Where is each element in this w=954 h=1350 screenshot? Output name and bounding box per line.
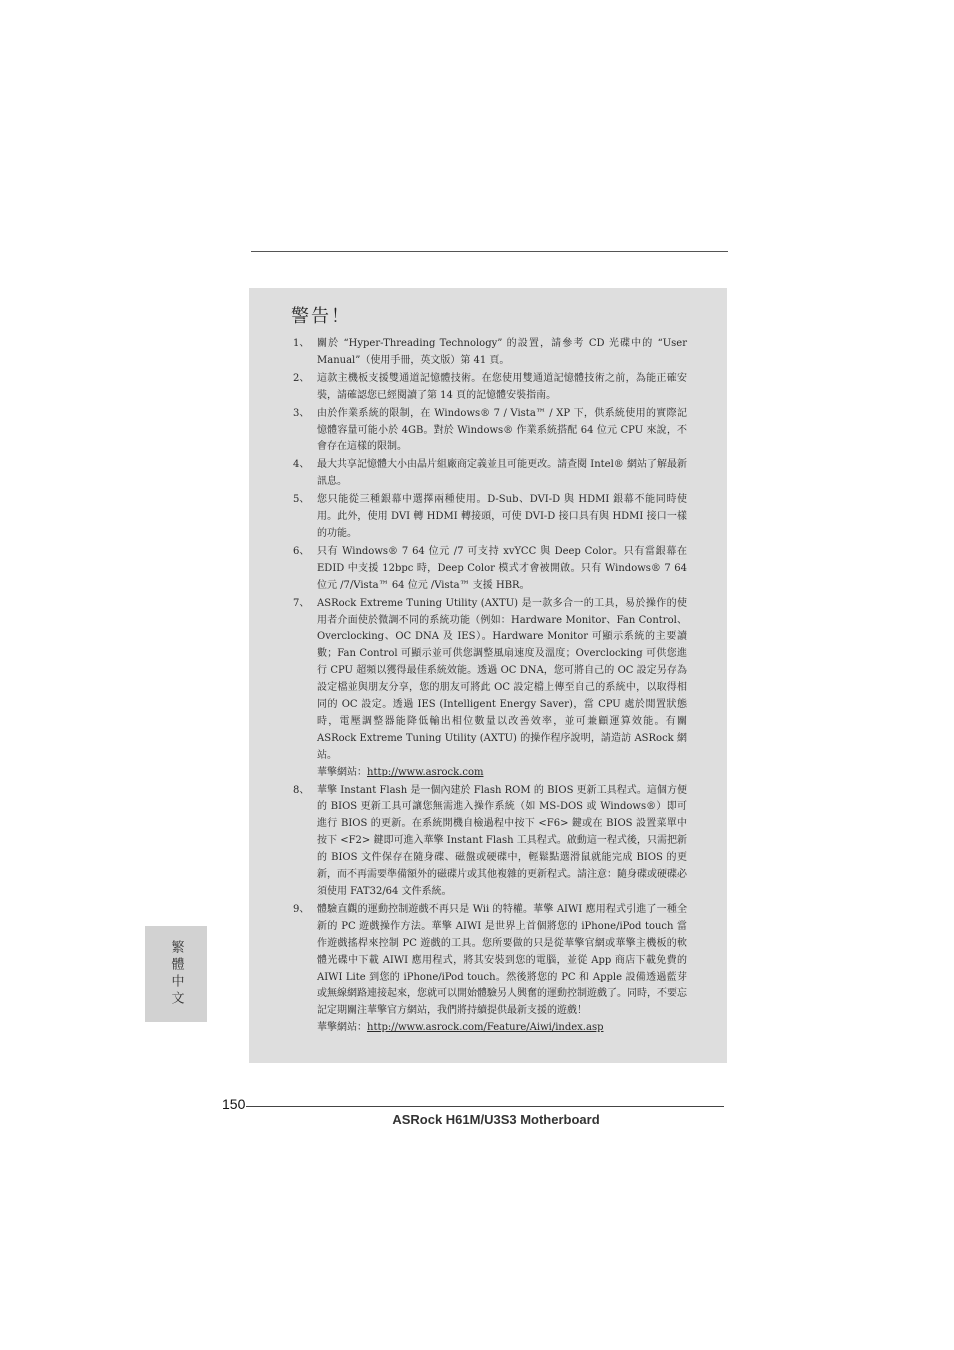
list-item xyxy=(289,544,687,595)
website-label: 華擎網站： xyxy=(317,766,367,778)
aiwi-website-link[interactable]: http://www.asrock.com/Feature/Aiwi/index.asp xyxy=(367,1022,604,1034)
item-number: 5、 xyxy=(293,494,310,506)
item-text: 最大共享記憶體大小由晶片組廠商定義並且可能更改。請查閱 Intel® 網站了解最新訊息。 xyxy=(317,459,687,488)
item-number: 2、 xyxy=(293,372,310,384)
item-text: ASRock Extreme Tuning Utility (AXTU) 是一款多合一的工具，易於操作的使用者介面使於微調不同的系統功能（例如：Hardware Monitor、Fan Control、Overclocking、OC DNA 及 IES）。Hardware Monitor 可顯示系統的主要讀數；Fan Control 可顯示並可供您調整風扇速度及溫度；Overclocking 可供您進行 CPU 超頻以獲得最佳系統效能。透過 OC DNA，您可將自己的 OC 設定另存為設定檔並與朋友分享，您的朋友可將此 OC 設定檔上傳至自己的系統中，以取得相同的 OC 設定。透過 IES (Intelligent Energy Saver)，當 CPU 處於閒置狀態時，電壓調整器能降低輸出相位數量以改善效率，並可兼顧運算效能。有關 ASRock Extreme Tuning Utility (AXTU) 的操作程序說明，請造訪 ASRock 網站。 xyxy=(317,597,687,761)
item-number: 8、 xyxy=(293,784,310,796)
warning-title: 警告！ xyxy=(291,306,351,327)
language-side-tab xyxy=(145,926,207,1022)
bottom-rule xyxy=(246,1106,724,1107)
item-text: 關於 “Hyper-Threading Technology” 的設置，請參考 CD 光碟中的 “User Manual”（使用手冊，英文版）第 41 頁。 xyxy=(317,338,687,366)
item-text: 由於作業系統的限制，在 Windows® 7 / Vista™ / XP 下，供系統使用的實際記憶體容量可能小於 4GB。對於 Windows® 作業系統搭配 64 位元 CPU 來說，不會存在這樣的限制。 xyxy=(317,407,687,453)
item-text: 華擎 Instant Flash 是一個內建於 Flash ROM 的 BIOS 更新工具程式。這個方便的 BIOS 更新工具可讓您無需進入操作系統（如 MS-DOS 或 Windows®）即可進行 BIOS 的更新。在系統開機自檢過程中按下 <F6> 鍵或在 BIOS 設置菜單中按下 <F2> 鍵即可進入華擎 Instant Flash 工具程式。啟動這一程式後，只需把新的 BIOS 文件保存在隨身碟、磁盤或硬碟中，輕鬆點選滑鼠就能完成 BIOS 的更新，而不再需要準備額外的磁碟片或其他複雜的更新程式。請注意：隨身碟或硬碟必須使用 FAT32/64 文件系統。 xyxy=(317,784,687,897)
item-number: 1、 xyxy=(293,338,310,349)
list-item xyxy=(289,457,687,491)
page-number: 150 xyxy=(222,1096,246,1112)
item-text: 體驗直觀的運動控制遊戲不再只是 Wii 的特權。華擎 AIWI 應用程式引進了一種全新的 PC 遊戲操作方法。華擎 AIWI 是世界上首個將您的 iPhone/iPod touch 當作遊戲搖桿來控制 PC 遊戲的工具。您所要做的只是從華擎官網或華擎主機板的軟體光碟中下載 AIWI 應用程式，將其安裝到您的電腦，並從 App 商店下載免費的 AIWI Lite 到您的 iPhone/iPod touch。然後將您的 PC 和 Apple 設備透過藍芽或無線網路連接起來，您就可以開始體驗另人興奮的運動控制遊戲了。同時，不要忘記定期關注華擎官方網站，我們將持續提供最新支援的遊戲！ xyxy=(317,903,687,1017)
item-number: 7、 xyxy=(293,597,310,609)
list-item xyxy=(289,783,687,901)
item-text: 您只能從三種銀幕中選擇兩種使用。D-Sub、DVI-D 與 HDMI 銀幕不能同時使用。此外，使用 DVI 轉 HDMI 轉接頭，可使 DVI-D 接口具有與 HDMI 接口一樣的功能。 xyxy=(317,494,687,539)
asrock-website-link[interactable]: http://www.asrock.com xyxy=(367,766,484,778)
footer-product-name: ASRock H61M/U3S3 Motherboard xyxy=(392,1112,600,1127)
list-item xyxy=(289,406,687,457)
item-number: 3、 xyxy=(293,407,310,419)
warning-box xyxy=(249,288,727,1063)
item-number: 4、 xyxy=(293,459,310,471)
item-text: 只有 Windows® 7 64 位元 /7 可支持 xvYCC 與 Deep Color。只有當銀幕在 EDID 中支援 12bpc 時，Deep Color 模式才會被開啟。只有 Windows® 7 64 位元 /7/Vista™ 64 位元 /Vista™ 支援 HBR。 xyxy=(317,545,687,591)
item-text: 這款主機板支援雙通道記憶體技術。在您使用雙通道記憶體技術之前，為能正確安裝，請確認您已經閱讀了第 14 頁的記憶體安裝指南。 xyxy=(317,372,687,401)
item-number: 6、 xyxy=(293,545,310,557)
list-item xyxy=(289,902,687,1037)
website-label: 華擎網站： xyxy=(317,1022,367,1034)
list-item xyxy=(289,492,687,543)
list-item xyxy=(289,336,687,370)
item-number: 9、 xyxy=(293,903,310,915)
list-item xyxy=(289,596,687,782)
list-item xyxy=(289,371,687,405)
top-rule xyxy=(251,251,728,252)
side-tab-label: 繁體中文 xyxy=(168,940,184,1008)
